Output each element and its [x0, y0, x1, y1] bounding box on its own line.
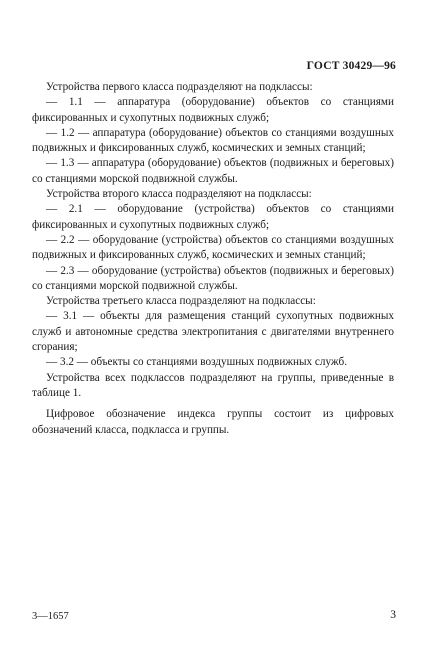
- paragraph-class1-intro: Устройства первого класса подразделяют на подклассы:: [46, 81, 313, 93]
- paragraph-subclass-1-3: — 1.3 — аппаратура (оборудование) объектов (подвижных и береговых) со станциями морской подвижной службы.: [32, 157, 394, 185]
- paragraph-groups: Устройства всех подклассов подразделяют на группы, приведенные в таблице 1.: [32, 371, 394, 399]
- paragraph-class3-intro: Устройства третьего класса подразделяют на подклассы:: [46, 295, 316, 308]
- paragraph-subclass-1-1: — 1.1 — аппаратура (оборудование) объектов со станциями фиксированных и сухопутных подвижных служб;: [32, 96, 394, 124]
- document-body: [32, 80, 394, 438]
- paragraph-subclass-3-1: — 3.1 — объекты для размещения станций сухопутных подвижных служб и автономные средства электропитания с двигателями внутреннего сгорания;: [32, 310, 394, 354]
- print-code: 3—1657: [32, 611, 69, 622]
- paragraph-index-designation: Цифровое обозначение индекса группы состоит из цифровых обозначений класса, подкласса и группы.: [32, 408, 394, 436]
- paragraph-subclass-1-2: — 1.2 — аппаратура (оборудование) объектов со станциями воздушных подвижных и фиксированных служб, космических и земных станций;: [32, 126, 394, 155]
- paragraph-subclass-2-1: — 2.1 — оборудование (устройства) объектов со станциями фиксированных и сухопутных подвижных служб;: [32, 203, 394, 231]
- page-number: 3: [390, 609, 396, 621]
- paragraph-subclass-3-2: — 3.2 — объекты со станциями воздушных подвижных служб.: [46, 356, 348, 369]
- paragraph-class2-intro: Устройства второго класса подразделяют на подклассы:: [46, 188, 312, 201]
- paragraph-subclass-2-2: — 2.2 — оборудование (устройства) объектов со станциями воздушных подвижных и фиксированных служб, космических и земных станций;: [32, 233, 394, 262]
- paragraph-subclass-2-3: — 2.3 — оборудование (устройства) объектов (подвижных и береговых) со станциями морской подвижной службы.: [32, 264, 394, 292]
- document-header-standard: ГОСТ 30429—96: [306, 60, 396, 72]
